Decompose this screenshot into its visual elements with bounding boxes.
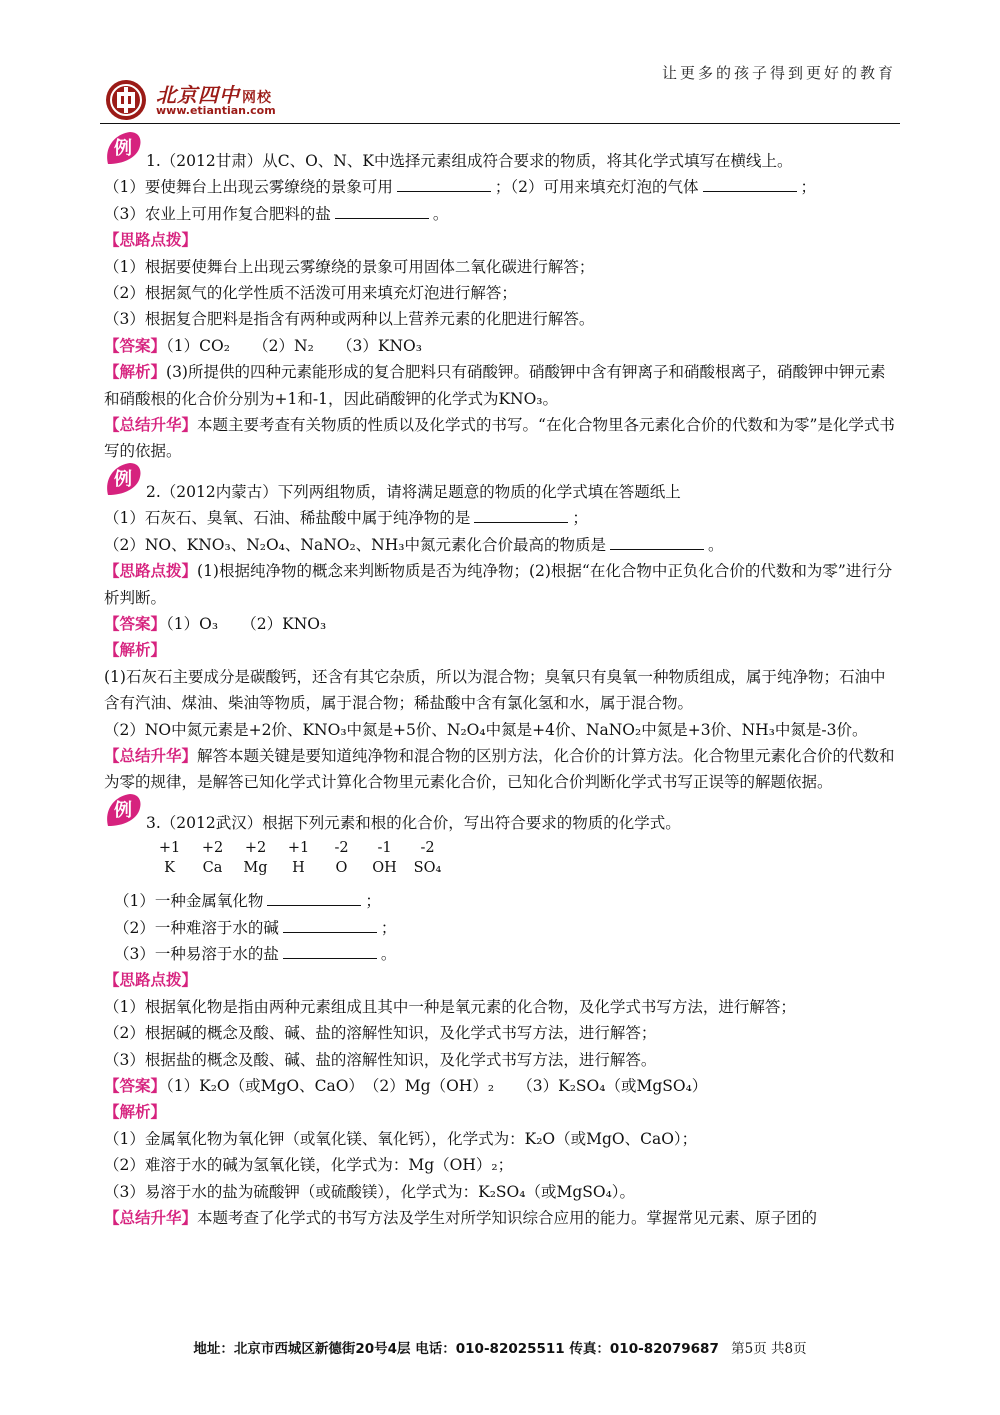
answer-line: 【答案】（1）CO₂ （2）N₂ （3）KNO₃ [104,336,422,355]
question-line: （3）农业上可用作复合肥料的盐 。 [104,204,449,223]
hint-line: （2）根据氮气的化学性质不活泼可用来填充灯泡进行解答； [104,284,517,303]
analysis-line: （3）易溶于水的盐为硫酸钾（或硫酸镁），化学式为：K₂SO₄（或MgSO₄）。 [104,1182,636,1201]
question-1 [104,138,900,174]
hint-line: （3）根据复合肥料是指含有两种或两种以上营养元素的化肥进行解答。 [104,310,595,329]
analysis-line: （2）NO中氮元素是+2价、KNO₃中氮是+5价、N₂O₄中氮是+4价、NaNO₂中氮是+3价、NH₃中氮是-3价。 [104,720,868,739]
phone-label: 电话： [410,1341,456,1357]
fax: 010-82079687 [609,1341,719,1357]
question-stem: 2.（2012内蒙古）下列两组物质，请将满足题意的物质的化学式填在答题纸上 [146,482,681,501]
symbol-cell: SO₄ [413,860,442,877]
question-line: （1）一种金属氧化物 ； [114,892,381,911]
document-body [104,130,900,1231]
logo [104,78,304,122]
answer-blank [283,944,377,959]
answer-blank [397,177,491,192]
valence-cell: +1 [158,840,181,857]
question-line: （3）一种易溶于水的盐 。 [114,944,397,963]
logo-brand: 北京四中 网校 [156,83,272,107]
answer-blank [610,535,704,550]
answer-line: 【答案】（1）K₂O（或MgO、CaO） （2）Mg（OH）₂ （3）K₂SO₄（或MgSO₄） [104,1077,708,1095]
valence-row [148,838,449,858]
example-icon [102,790,144,832]
valence-cell: -2 [334,840,349,857]
analysis-line: （2）难溶于水的碱为氢氧化镁，化学式为：Mg（OH）₂； [104,1156,514,1175]
analysis-line: （1）金属氧化物为氧化钾（或氧化镁、氧化钙），化学式为：K₂O（或MgO、CaO）； [104,1129,698,1148]
hint-line: （3）根据盐的概念及酸、碱、盐的溶解性知识，及化学式书写方法，进行解答。 [104,1050,657,1069]
answer-blank [703,177,797,192]
example-icon [102,128,144,170]
valence-cell: +2 [244,840,267,857]
symbol-cell: K [164,860,175,877]
question-line: （1）要使舞台上出现云雾缭绕的景象可用 ；（2）可用来填充灯泡的气体 ； [104,178,817,197]
header-rule [100,123,900,124]
analysis-heading: 【解析】 [104,641,167,660]
slogan: 让更多的孩子得到更好的教育 [661,64,896,82]
address-label: 地址： [193,1341,234,1357]
question-stem: 3.（2012武汉）根据下列元素和根的化合价，写出符合要求的物质的化学式。 [146,813,681,832]
valence-cell: +2 [201,840,224,857]
fax-label: 传真： [564,1341,610,1357]
summary-paragraph: 【总结升华】解答本题关键是要知道纯净物和混合物的区别方法，化合价的计算方法。化合物里元素化合价的代数和为零的规律，是解答已知化学式计算化合物里元素化合价，已知化合价判断化学式书写正误等的解题依据。 [104,746,895,792]
question-line: （1）石灰石、臭氧、石油、稀盐酸中属于纯净物的是 ； [104,509,588,528]
question-2 [104,468,900,505]
phone: 010-82025511 [455,1341,565,1357]
answer-line: 【答案】（1）O₃ （2）KNO₃ [104,614,327,633]
summary-paragraph: 【总结升华】本题主要考查有关物质的性质以及化学式的书写。“在化合物里各元素化合价的代数和为零”是化学式书写的依据。 [104,416,895,461]
hint-paragraph: 【思路点拨】(1)根据纯净物的概念来判断物质是否为纯净物；(2)根据“在化合物中正负化合价的代数和为零”进行分析判断。 [104,562,893,607]
valence-cell: -1 [377,840,392,857]
school-emblem-icon [104,78,150,122]
question-stem: 1.（2012甘肃）从C、O、N、K中选择元素组成符合要求的物质，将其化学式填写在横线上。 [146,152,793,170]
answer-blank [335,204,429,219]
analysis-paragraph: 【解析】(3)所提供的四种元素能形成的复合肥料只有硝酸钾。硝酸钾中含有钾离子和硝酸根离子，硝酸钾中钾元素和硝酸根的化合价分别为+1和-1，因此硝酸钾的化学式为KNO₃。 [104,363,886,408]
address: 北京市西城区新德街20号4层 [233,1341,411,1357]
question-line: （2）NO、KNO₃、N₂O₄、NaNO₂、NH₃中氮元素化合价最高的物质是 。 [104,535,724,554]
symbol-cell: H [292,860,305,877]
analysis-line: (1)石灰石主要成分是碳酸钙，还含有其它杂质，所以为混合物；臭氧只有臭氧一种物质组成，属于纯净物；石油中含有汽油、煤油、柴油等物质，属于混合物；稀盐酸中含有氯化氢和水，属于混合物。 [104,667,886,713]
answer-blank [267,891,361,906]
symbol-cell: OH [372,860,397,877]
question-line: （2）一种难溶于水的碱 ； [114,918,397,937]
answer-blank [474,508,568,523]
valence-cell: +1 [287,840,310,857]
page-number: 第5页 共8页 [731,1341,807,1357]
analysis-heading: 【解析】 [104,1103,167,1122]
hint-heading: 【思路点拨】 [104,231,198,250]
page-footer [0,1337,1000,1357]
valence-table [148,838,449,878]
answer-blank [283,918,377,933]
symbol-cell: Ca [202,860,223,877]
summary-paragraph: 【总结升华】本题考查了化学式的书写方法及学生对所学知识综合应用的能力。掌握常见元素、原子团的 [104,1209,818,1228]
symbol-cell: O [335,860,348,877]
question-3 [104,799,900,836]
hint-line: （1）根据氧化物是指由两种元素组成且其中一种是氧元素的化合物，及化学式书写方法，进行解答； [104,997,796,1016]
svg-text:例: 例 [114,799,132,821]
hint-line: （1）根据要使舞台上出现云雾缭绕的景象可用固体二氧化碳进行解答； [104,257,595,276]
symbol-row [148,858,449,878]
valence-cell: -2 [420,840,435,857]
symbol-cell: Mg [243,860,268,877]
logo-url: www.etiantian.com [156,104,276,117]
hint-line: （2）根据碱的概念及酸、碱、盐的溶解性知识，及化学式书写方法，进行解答； [104,1024,657,1043]
example-icon [102,459,144,501]
svg-text:例: 例 [114,138,132,159]
page-header [100,52,900,124]
hint-heading: 【思路点拨】 [104,971,198,990]
svg-text:例: 例 [114,468,132,490]
